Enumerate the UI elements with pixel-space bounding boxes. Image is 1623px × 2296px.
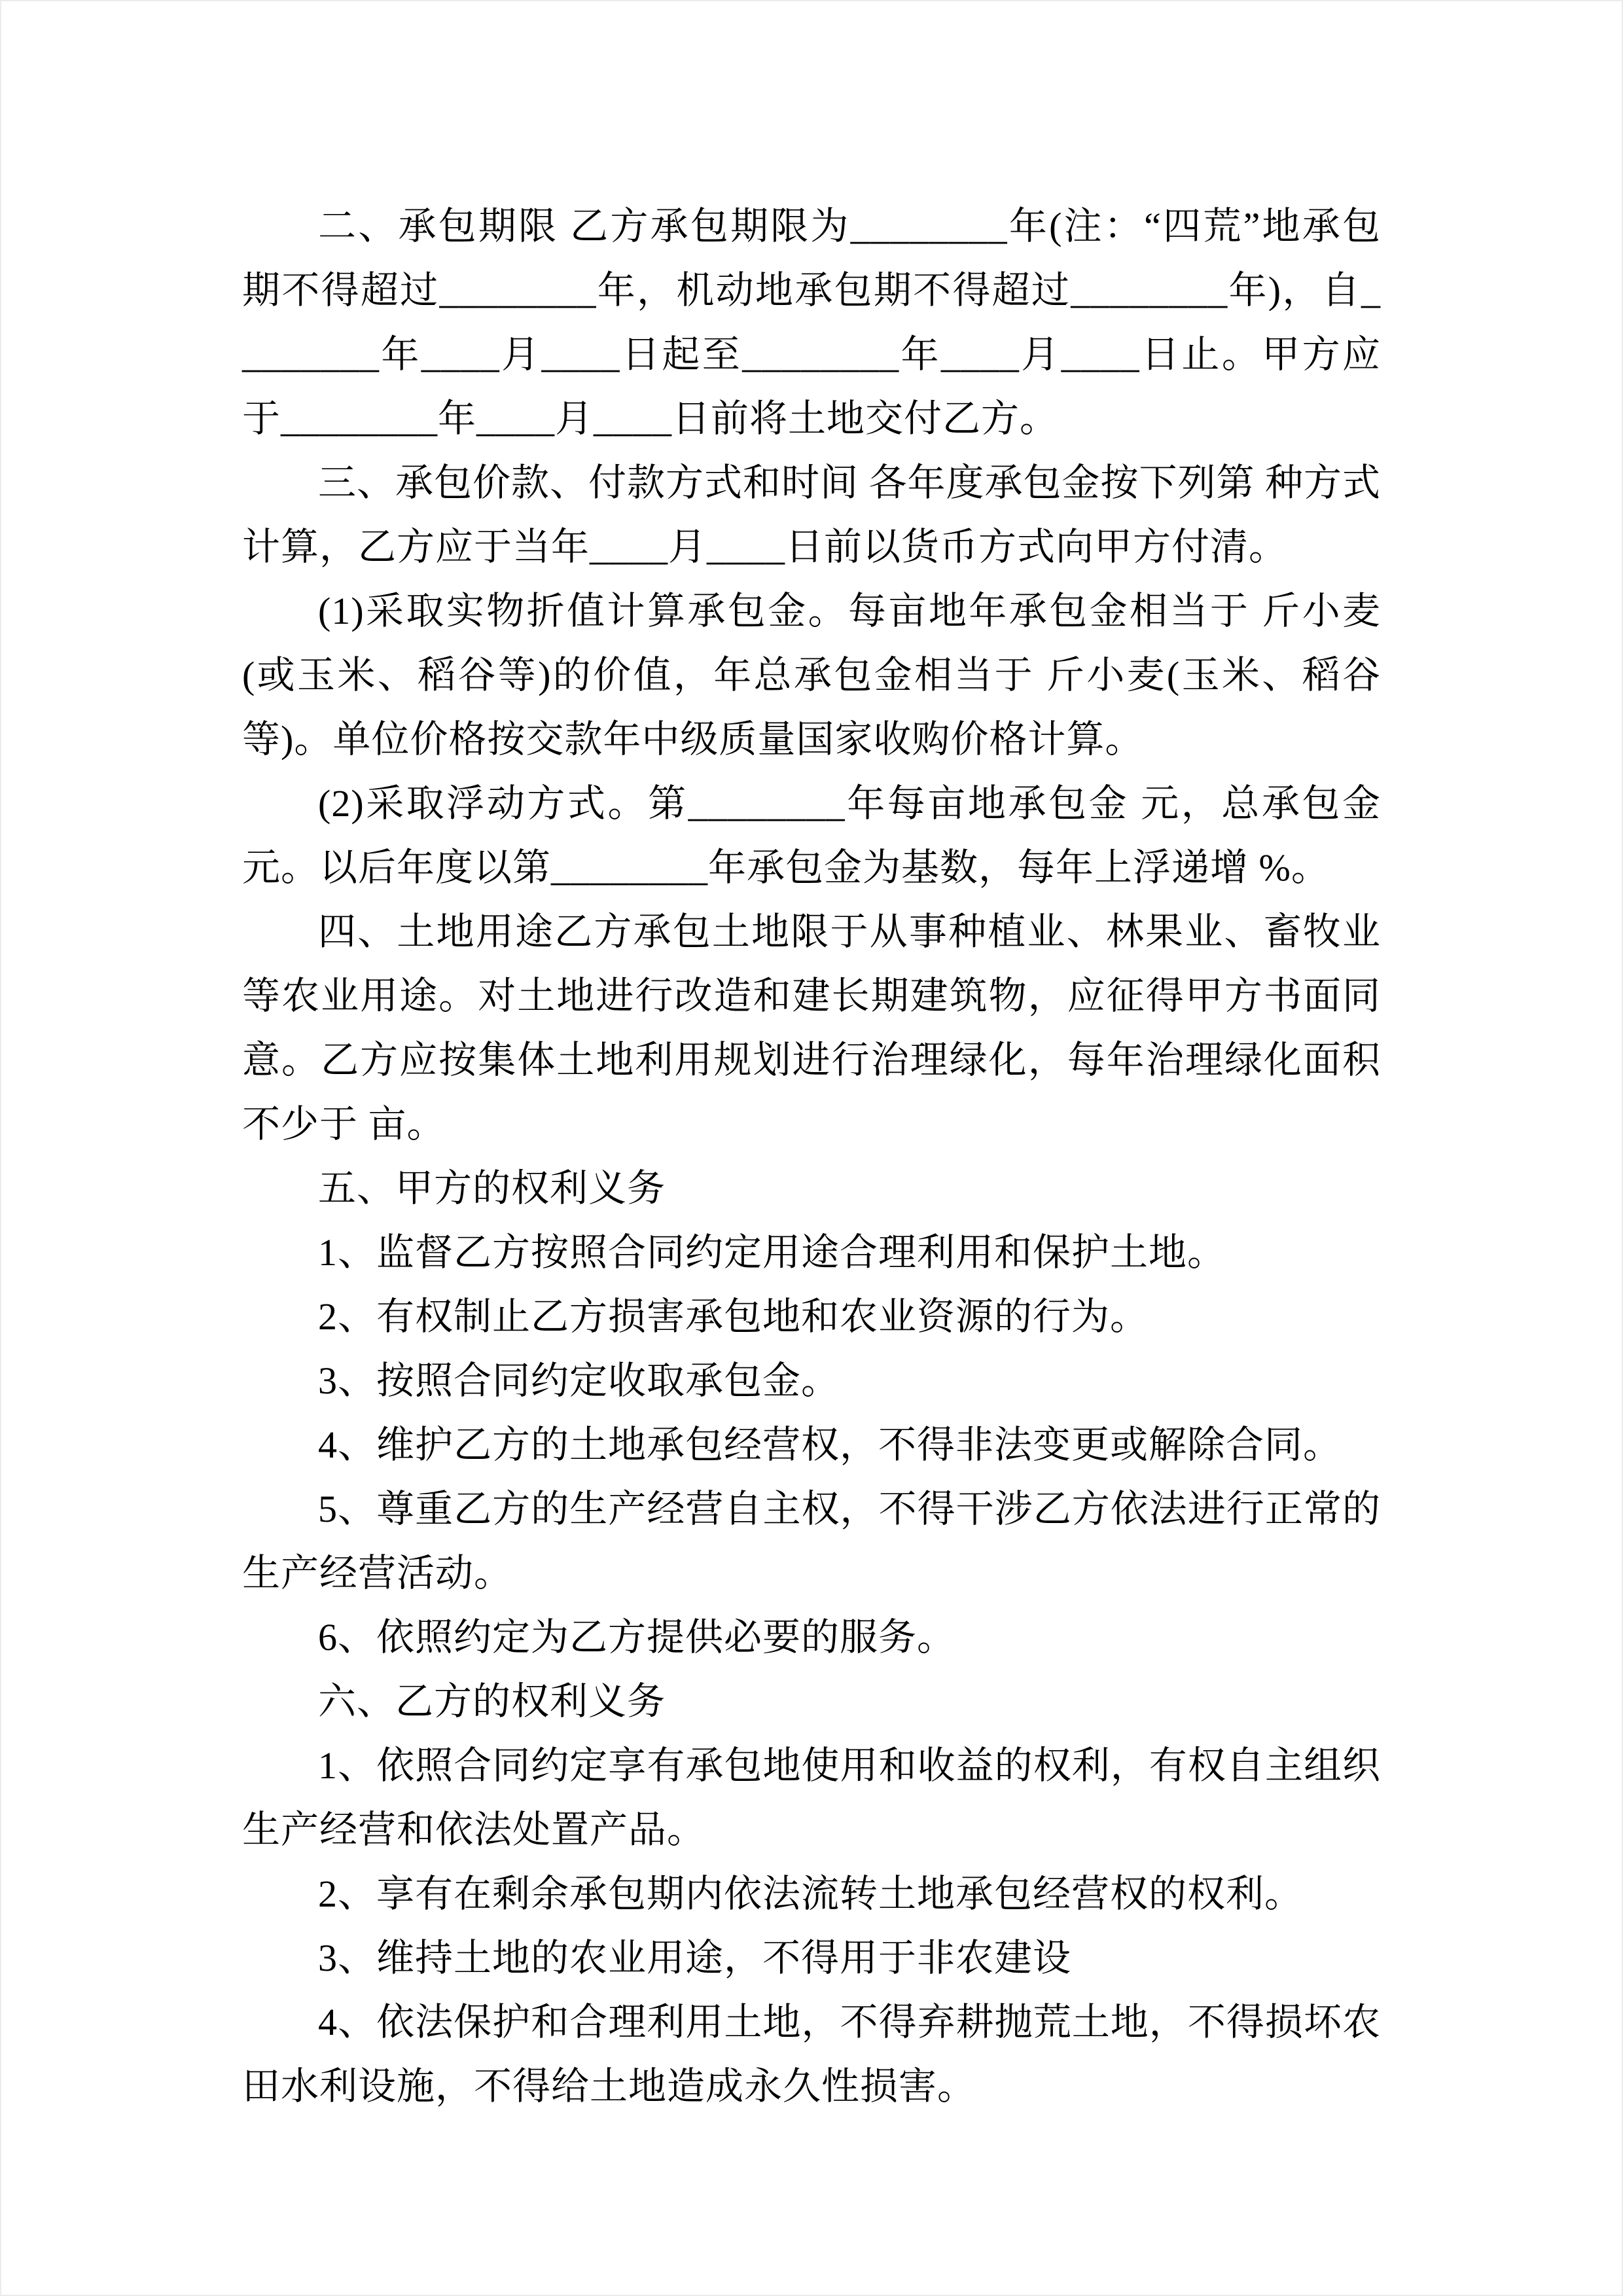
paragraph: 三、承包价款、付款方式和时间 各年度承包金按下列第 种方式计算，乙方应于当年____月____日前以货币方式向甲方付清。 bbox=[242, 461, 1382, 568]
paragraph: 六、乙方的权利义务 bbox=[318, 1680, 666, 1723]
document-body bbox=[242, 194, 1381, 2119]
paragraph: 3、维持土地的农业用途，不得用于非农建设 bbox=[318, 1937, 1072, 1979]
paragraph: 1、依照合同约定享有承包地使用和收益的权利，有权自主组织生产经营和依法处置产品。 bbox=[242, 1744, 1381, 1851]
paragraph: 五、甲方的权利义务 bbox=[318, 1167, 666, 1210]
paragraph: 4、维护乙方的土地承包经营权，不得非法变更或解除合同。 bbox=[318, 1424, 1342, 1466]
paragraph: 4、依法保护和合理利用土地，不得弃耕抛荒土地，不得损坏农田水利设施，不得给土地造成永久性损害。 bbox=[242, 2001, 1381, 2108]
paragraph: 1、监督乙方按照合同约定用途合理利用和保护土地。 bbox=[318, 1231, 1226, 1274]
paragraph: 6、依照约定为乙方提供必要的服务。 bbox=[318, 1616, 956, 1659]
paragraph: 2、享有在剩余承包期内依法流转土地承包经营权的权利。 bbox=[318, 1873, 1304, 1915]
paragraph: (1)采取实物折值计算承包金。每亩地年承包金相当于 斤小麦(或玉米、稻谷等)的价值，年总承包金相当于 斤小麦(玉米、稻谷等)。单位价格按交款年中级质量国家收购价格计算。 bbox=[242, 590, 1381, 761]
paragraph: 二、承包期限 乙方承包期限为________年(注：“四荒”地承包期不得超过________年，机动地承包期不得超过________年)，自________年____月____日起至________年____月____日止。甲方应于________年____月____日前将土地交付乙方。 bbox=[242, 205, 1381, 440]
paragraph: 3、按照合同约定收取承包金。 bbox=[318, 1359, 840, 1402]
paragraph: 四、土地用途乙方承包土地限于从事种植业、林果业、畜牧业等农业用途。对土地进行改造和建长期建筑物，应征得甲方书面同意。乙方应按集体土地利用规划进行治理绿化，每年治理绿化面积不少于 亩。 bbox=[242, 910, 1381, 1145]
paragraph: (2)采取浮动方式。第________年每亩地承包金 元，总承包金元。以后年度以第________年承包金为基数，每年上浮递增 %。 bbox=[242, 782, 1381, 889]
paragraph: 2、有权制止乙方损害承包地和农业资源的行为。 bbox=[318, 1295, 1149, 1338]
paragraph: 5、尊重乙方的生产经营自主权，不得干涉乙方依法进行正常的生产经营活动。 bbox=[242, 1488, 1381, 1594]
